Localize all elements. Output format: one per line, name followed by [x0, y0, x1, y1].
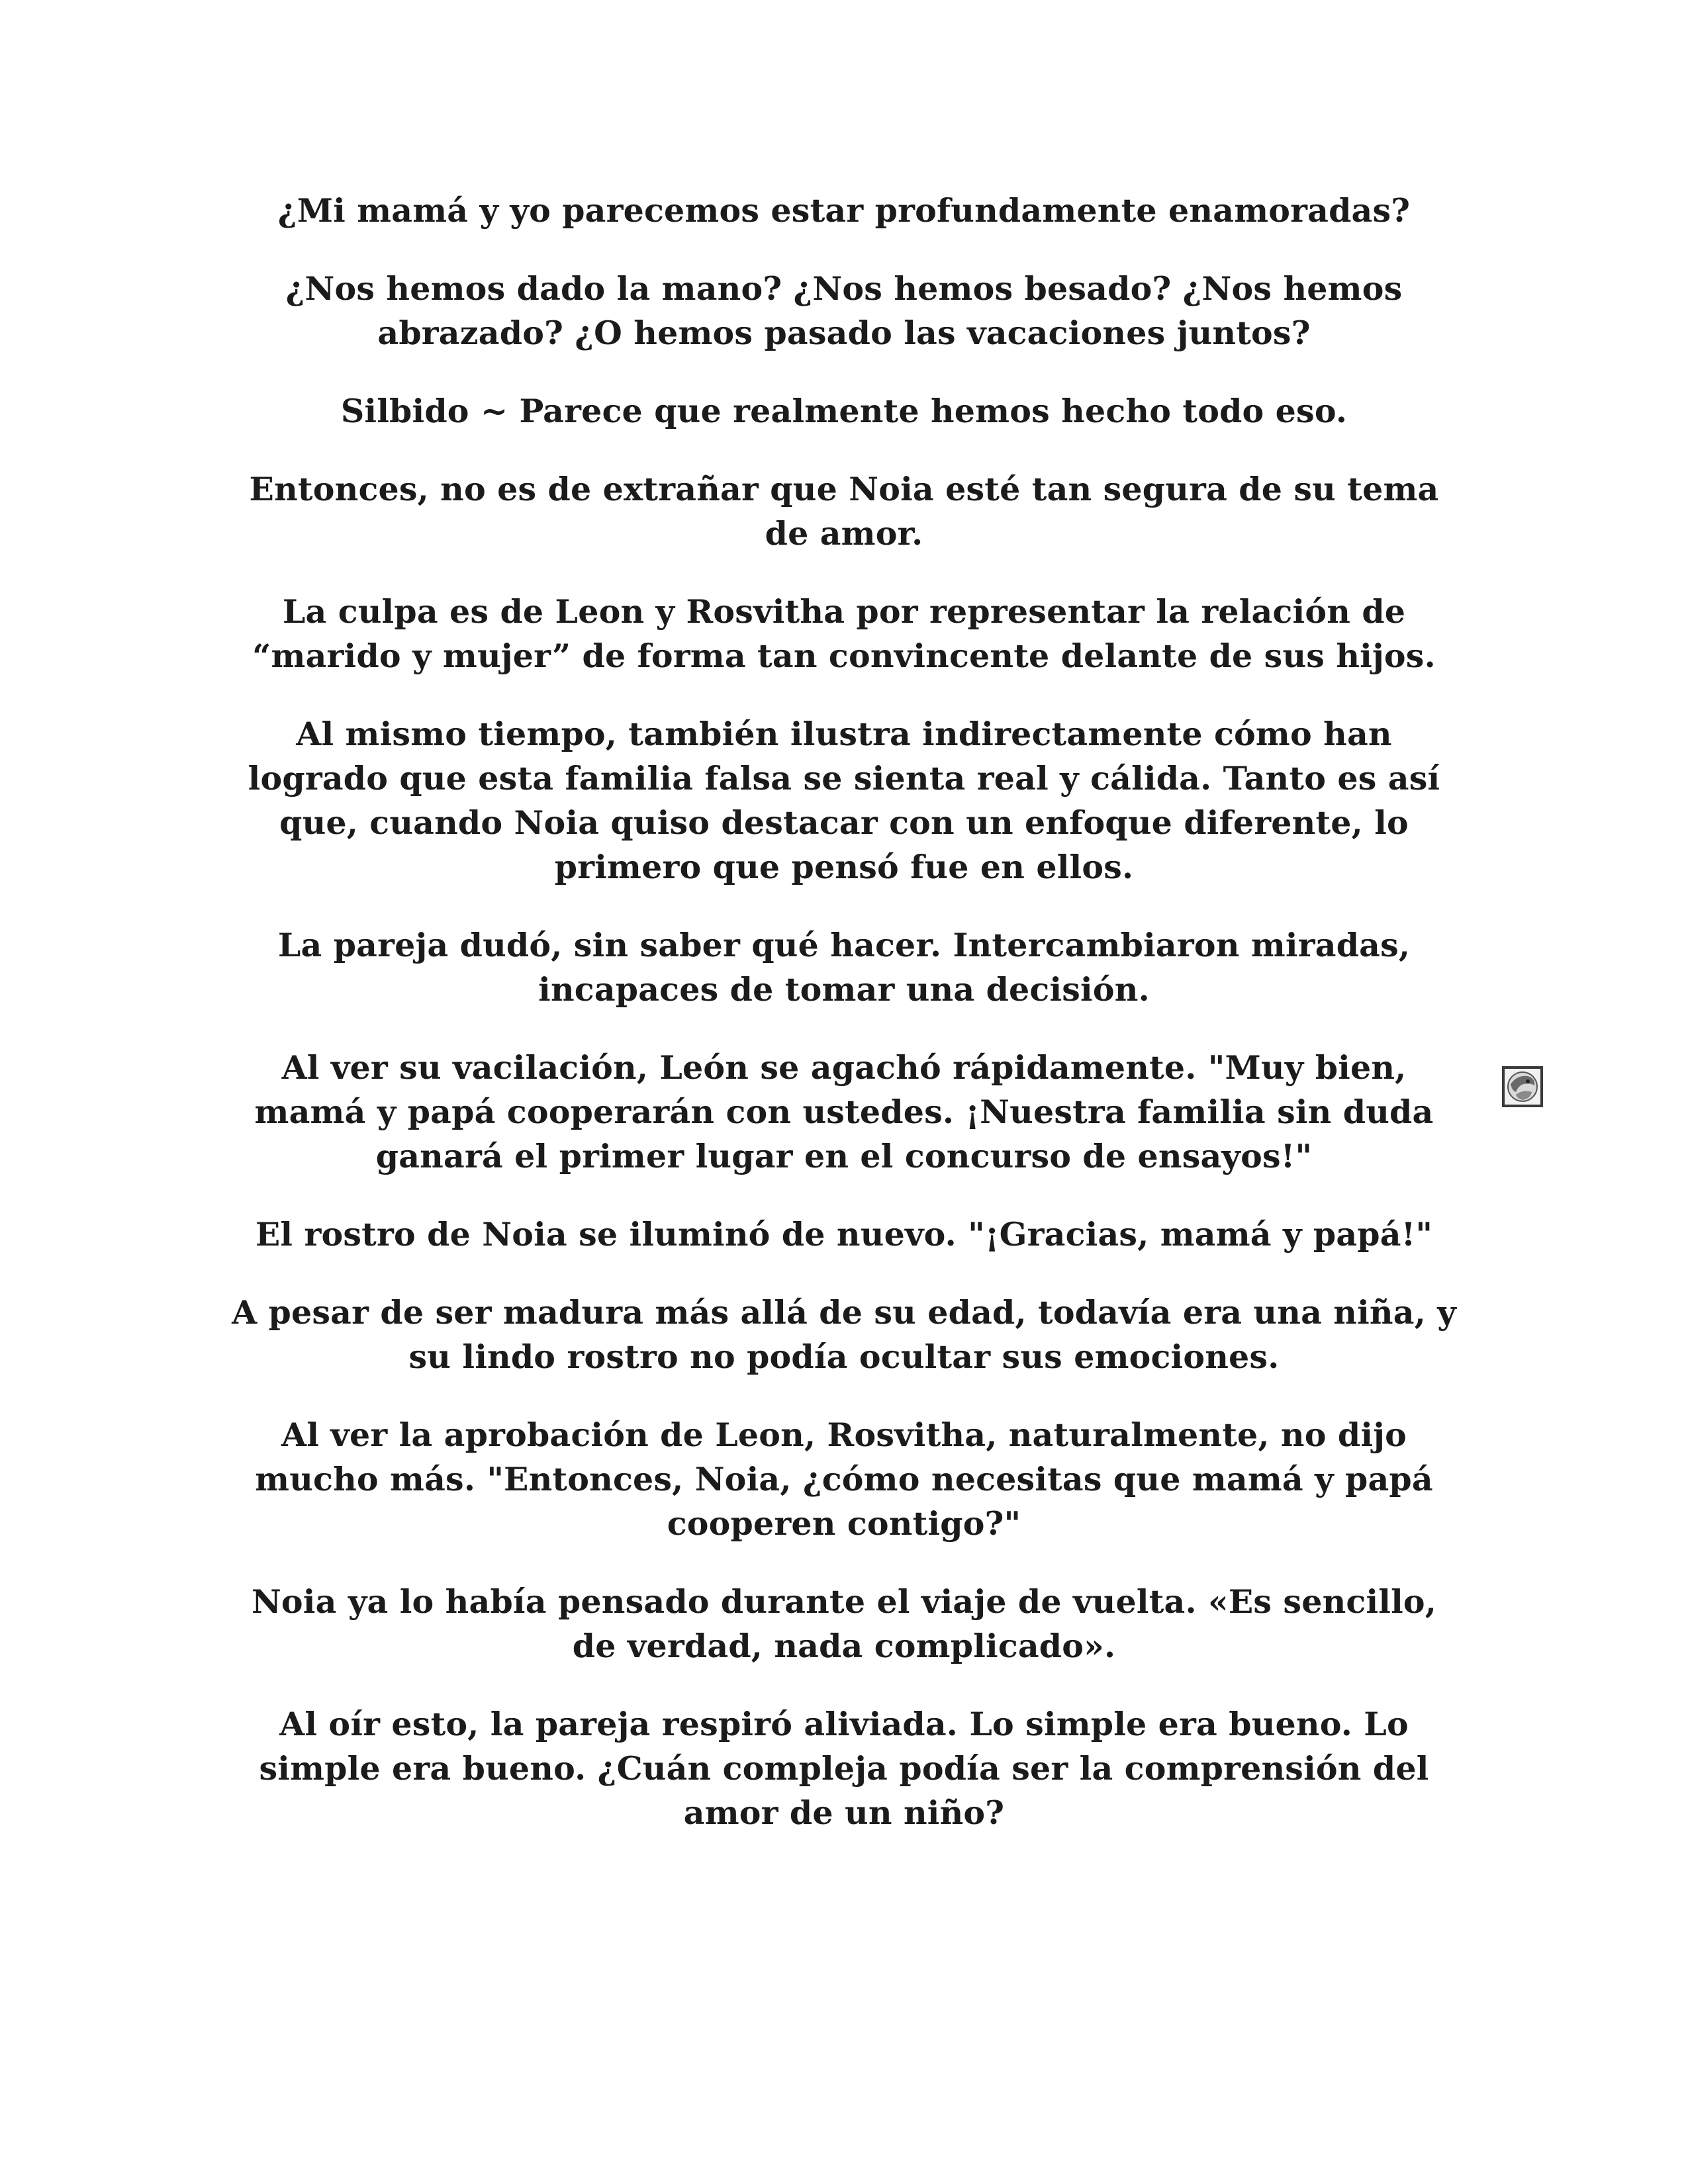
paragraph-6: Al mismo tiempo, también ilustra indirectamente cómo han logrado que esta familia falsa se sienta real y cálida. Tanto es así que, cuando Noia quiso destacar con un enfoque diferente, lo primero que pensó fue en ellos. — [248, 715, 1440, 886]
paragraph-8: Al ver su vacilación, León se agachó rápidamente. "Muy bien, mamá y papá cooperarán con ustedes. ¡Nuestra familia sin duda ganará el primer lugar en el concurso de ensayos!" — [254, 1048, 1434, 1175]
paragraph-7: La pareja dudó, sin saber qué hacer. Intercambiaron miradas, incapaces de tomar una decisión. — [277, 926, 1411, 1009]
paragraph-9: El rostro de Noia se iluminó de nuevo. "¡Gracias, mamá y papá!" — [255, 1215, 1433, 1253]
watermark-badge-icon — [1501, 1066, 1544, 1108]
paragraph-11: Al ver la aprobación de Leon, Rosvitha, naturalmente, no dijo mucho más. "Entonces, Noia, ¿cómo necesitas que mamá y papá cooperen contigo?" — [255, 1416, 1433, 1543]
paragraph-12: Noia ya lo había pensado durante el viaje de vuelta. «Es sencillo, de verdad, nada complicado». — [251, 1582, 1437, 1665]
paragraph-13: Al oír esto, la pareja respiró aliviada. Lo simple era bueno. Lo simple era bueno. ¿Cuán compleja podía ser la comprensión del amor de un niño? — [259, 1705, 1429, 1832]
paragraph-10: A pesar de ser madura más allá de su edad, todavía era una niña, y su lindo rostro no podía ocultar sus emociones. — [232, 1293, 1456, 1376]
paragraph-1: ¿Mi mamá y yo parecemos estar profundamente enamoradas? — [277, 191, 1411, 230]
paragraph-5: La culpa es de Leon y Rosvitha por representar la relación de “marido y mujer” de forma tan convincente delante de sus hijos. — [252, 592, 1436, 675]
paragraph-2: ¿Nos hemos dado la mano? ¿Nos hemos besado? ¿Nos hemos abrazado? ¿O hemos pasado las vacaciones juntos? — [285, 269, 1403, 352]
paragraph-4: Entonces, no es de extrañar que Noia esté tan segura de su tema de amor. — [249, 470, 1439, 553]
text-body — [225, 189, 1463, 1869]
paragraph-3: Silbido ~ Parece que realmente hemos hecho todo eso. — [340, 392, 1348, 430]
